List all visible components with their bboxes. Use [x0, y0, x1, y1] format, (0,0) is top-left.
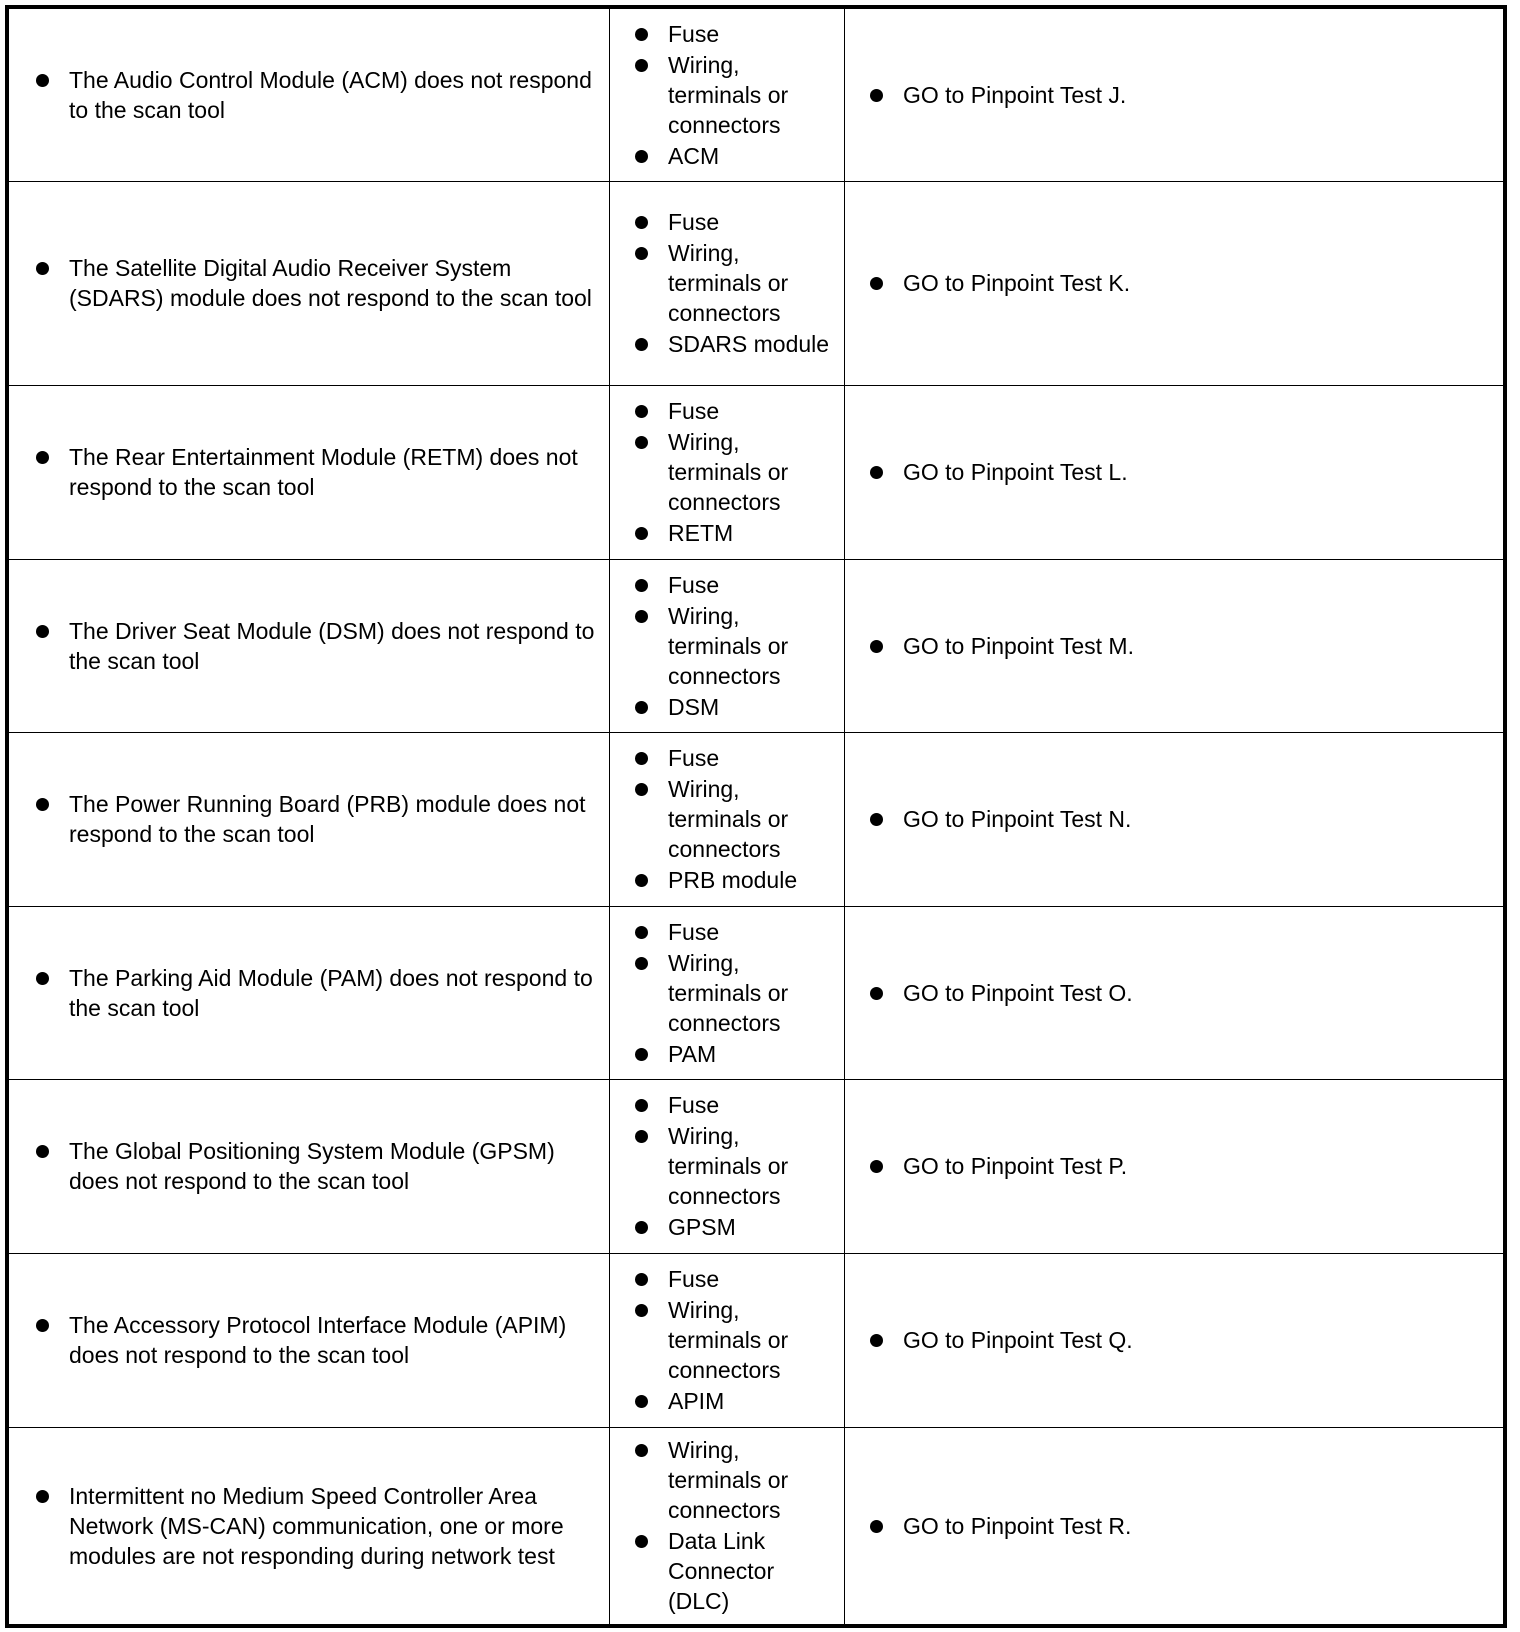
list-item [69, 253, 595, 313]
bullet-icon [870, 813, 883, 826]
list-item [668, 1212, 836, 1242]
item-text: Fuse [668, 571, 720, 598]
bullet-icon [635, 1099, 648, 1112]
list-item [903, 1151, 1495, 1181]
possible-sources-cell [610, 181, 845, 385]
item-text: Fuse [668, 745, 720, 771]
symptom-cell [7, 559, 610, 732]
bullet-icon [36, 972, 49, 985]
table-row [7, 559, 1505, 732]
bullet-icon [870, 640, 883, 653]
item-text: Wiring, terminals or connectors [668, 1123, 789, 1209]
item-text: PRB module [668, 867, 798, 893]
bullet-icon [36, 451, 49, 464]
bullet-icon [635, 150, 648, 163]
table-row [7, 181, 1505, 385]
list-item [668, 396, 836, 426]
list-item [668, 1039, 836, 1069]
list-item [69, 963, 595, 1023]
item-text: APIM [668, 1388, 725, 1414]
action-cell [845, 181, 1506, 385]
bullet-icon [870, 1160, 883, 1173]
item-text: GO to Pinpoint Test Q. [903, 1327, 1133, 1353]
item-text: The Satellite Digital Audio Receiver System (SDARS) module does not respond to the scan tool [69, 255, 592, 311]
item-text: Wiring, terminals or connectors [668, 949, 789, 1036]
item-text: Fuse [668, 398, 720, 424]
bullet-icon [635, 610, 648, 623]
list-item [903, 1511, 1495, 1541]
action-cell [845, 385, 1506, 559]
list-item [903, 631, 1495, 661]
item-text: DSM [668, 693, 720, 720]
table-row [7, 906, 1505, 1079]
list-item [903, 1325, 1495, 1355]
item-text: Fuse [668, 1092, 720, 1118]
bullet-icon [36, 262, 49, 275]
item-text: Intermittent no Medium Speed Controller Area Network (MS-CAN) communication, one or more modules are not responding during network test [69, 1482, 564, 1569]
bullet-icon [36, 1319, 49, 1332]
item-text: GO to Pinpoint Test N. [903, 806, 1132, 832]
item-text: The Driver Seat Module (DSM) does not respond to the scan tool [69, 617, 595, 674]
item-text: SDARS module [668, 331, 830, 357]
list-item [668, 865, 836, 895]
bullet-icon [635, 1130, 648, 1143]
bullet-icon [635, 701, 648, 714]
item-text: Fuse [668, 209, 720, 235]
item-text: The Rear Entertainment Module (RETM) does not respond to the scan tool [69, 444, 578, 500]
item-text: GO to Pinpoint Test J. [903, 81, 1127, 108]
action-cell [845, 1253, 1506, 1427]
item-text: RETM [668, 520, 734, 546]
possible-sources-cell [610, 906, 845, 1079]
bullet-icon [635, 527, 648, 540]
item-text: Wiring, terminals or connectors [668, 429, 789, 515]
bullet-icon [36, 1490, 49, 1503]
bullet-icon [635, 28, 648, 41]
item-text: Wiring, terminals or connectors [668, 240, 789, 326]
list-item [668, 601, 836, 691]
list-item [69, 65, 595, 125]
list-item [668, 518, 836, 548]
bullet-icon [36, 1145, 49, 1158]
bullet-icon [635, 1535, 648, 1548]
table-row [7, 1079, 1505, 1253]
action-cell [845, 906, 1506, 1079]
list-item [668, 1090, 836, 1120]
bullet-icon [635, 926, 648, 939]
possible-sources-cell [610, 1253, 845, 1427]
action-cell [845, 559, 1506, 732]
bullet-icon [635, 874, 648, 887]
symptom-cell [7, 1427, 610, 1626]
item-text: ACM [668, 142, 720, 169]
list-item [668, 207, 836, 237]
item-text: Wiring, terminals or connectors [668, 1437, 789, 1524]
action-cell [845, 1427, 1506, 1626]
list-item [668, 1295, 836, 1385]
list-item [668, 743, 836, 773]
list-item [668, 141, 836, 171]
action-cell [845, 7, 1506, 181]
list-item [668, 1121, 836, 1211]
item-text: The Power Running Board (PRB) module does not respond to the scan tool [69, 791, 586, 847]
bullet-icon [635, 957, 648, 970]
symptom-cell [7, 181, 610, 385]
item-text: The Audio Control Module (ACM) does not respond to the scan tool [69, 66, 592, 123]
list-item [668, 1526, 836, 1616]
list-item [668, 329, 836, 359]
item-text: GO to Pinpoint Test O. [903, 979, 1133, 1006]
list-item [668, 238, 836, 328]
table-row [7, 385, 1505, 559]
list-item [668, 917, 836, 947]
bullet-icon [870, 1520, 883, 1533]
item-text: GO to Pinpoint Test R. [903, 1512, 1132, 1539]
list-item [69, 1481, 595, 1571]
symptom-cell [7, 1253, 610, 1427]
list-item [668, 19, 836, 49]
bullet-icon [635, 783, 648, 796]
bullet-icon [635, 1273, 648, 1286]
symptom-cell [7, 1079, 610, 1253]
bullet-icon [635, 436, 648, 449]
table-row [7, 7, 1505, 181]
item-text: Data Link Connector (DLC) [668, 1528, 775, 1615]
item-text: PAM [668, 1040, 717, 1067]
item-text: Wiring, terminals or connectors [668, 1297, 789, 1383]
list-item [668, 1386, 836, 1416]
table-row [7, 1427, 1505, 1626]
item-text: GO to Pinpoint Test K. [903, 270, 1131, 296]
possible-sources-cell [610, 7, 845, 181]
list-item [668, 692, 836, 722]
symptom-cell [7, 906, 610, 1079]
list-item [69, 616, 595, 676]
list-item [668, 570, 836, 600]
list-item [69, 1136, 595, 1196]
item-text: Fuse [668, 20, 720, 47]
bullet-icon [635, 1048, 648, 1061]
bullet-icon [635, 1444, 648, 1457]
item-text: GO to Pinpoint Test L. [903, 459, 1128, 485]
symptom-cell [7, 385, 610, 559]
bullet-icon [635, 216, 648, 229]
possible-sources-cell [610, 559, 845, 732]
bullet-icon [635, 1395, 648, 1408]
bullet-icon [635, 405, 648, 418]
list-item [903, 268, 1495, 298]
bullet-icon [870, 1334, 883, 1347]
list-item [69, 789, 595, 849]
bullet-icon [36, 798, 49, 811]
item-text: GO to Pinpoint Test P. [903, 1153, 1128, 1179]
item-text: The Global Positioning System Module (GPSM) does not respond to the scan tool [69, 1138, 555, 1194]
bullet-icon [635, 579, 648, 592]
list-item [903, 80, 1495, 110]
symptom-cell [7, 732, 610, 906]
bullet-icon [870, 89, 883, 102]
list-item [668, 948, 836, 1038]
action-cell [845, 1079, 1506, 1253]
list-item [69, 442, 595, 502]
bullet-icon [635, 1221, 648, 1234]
item-text: GO to Pinpoint Test M. [903, 632, 1134, 659]
bullet-icon [635, 338, 648, 351]
bullet-icon [870, 987, 883, 1000]
bullet-icon [635, 247, 648, 260]
list-item [668, 50, 836, 140]
item-text: Wiring, terminals or connectors [668, 602, 789, 689]
possible-sources-cell [610, 1427, 845, 1626]
table-row [7, 1253, 1505, 1427]
bullet-icon [635, 59, 648, 72]
list-item [903, 978, 1495, 1008]
item-text: Wiring, terminals or connectors [668, 776, 789, 862]
list-item [668, 1264, 836, 1294]
possible-sources-cell [610, 1079, 845, 1253]
list-item [668, 774, 836, 864]
possible-sources-cell [610, 732, 845, 906]
item-text: The Accessory Protocol Interface Module (APIM) does not respond to the scan tool [69, 1312, 567, 1368]
bullet-icon [36, 625, 49, 638]
table-row [7, 732, 1505, 906]
symptom-chart-table [5, 5, 1507, 1628]
bullet-icon [36, 74, 49, 87]
possible-sources-cell [610, 385, 845, 559]
list-item [69, 1310, 595, 1370]
list-item [903, 457, 1495, 487]
item-text: Fuse [668, 1266, 720, 1292]
list-item [903, 804, 1495, 834]
bullet-icon [870, 466, 883, 479]
item-text: The Parking Aid Module (PAM) does not respond to the scan tool [69, 964, 593, 1021]
bullet-icon [635, 752, 648, 765]
item-text: Wiring, terminals or connectors [668, 51, 789, 138]
item-text: Fuse [668, 918, 720, 945]
bullet-icon [870, 277, 883, 290]
action-cell [845, 732, 1506, 906]
symptom-cell [7, 7, 610, 181]
list-item [668, 427, 836, 517]
bullet-icon [635, 1304, 648, 1317]
item-text: GPSM [668, 1214, 736, 1240]
list-item [668, 1435, 836, 1525]
